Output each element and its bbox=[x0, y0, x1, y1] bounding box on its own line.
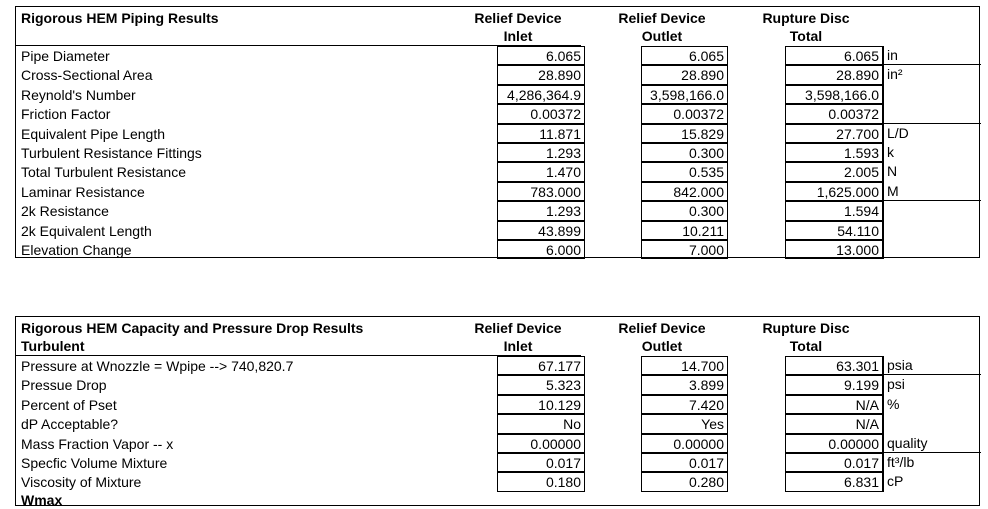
row-label: Pressue Drop bbox=[21, 377, 107, 394]
column-header-inlet: Relief Device Inlet bbox=[474, 10, 562, 44]
value-total: 3,598,166.0 bbox=[785, 85, 883, 104]
value-unit bbox=[883, 85, 981, 104]
table-body bbox=[16, 356, 979, 492]
value-inlet: 5.323 bbox=[497, 375, 585, 394]
value-total: N/A bbox=[785, 395, 883, 414]
table-row bbox=[16, 104, 979, 123]
value-unit: M bbox=[883, 182, 981, 201]
table-row bbox=[16, 453, 979, 472]
table-header bbox=[16, 7, 979, 45]
row-label: 2k Equivalent Length bbox=[21, 222, 152, 239]
value-unit: ft³/lb bbox=[883, 453, 981, 472]
value-unit: L/D bbox=[883, 124, 981, 143]
value-total: 0.00000 bbox=[785, 434, 883, 453]
row-label: Mass Fraction Vapor -- x bbox=[21, 435, 174, 452]
value-inlet: No bbox=[497, 414, 585, 433]
value-outlet: 14.700 bbox=[641, 356, 728, 375]
row-label: Friction Factor bbox=[21, 106, 111, 123]
value-outlet: 7.420 bbox=[641, 395, 728, 414]
value-unit bbox=[883, 221, 981, 240]
value-unit: psi bbox=[883, 375, 981, 394]
value-total: 6.831 bbox=[785, 472, 883, 491]
value-inlet: 1.470 bbox=[497, 162, 585, 181]
value-outlet: 7.000 bbox=[641, 240, 728, 259]
value-inlet: 0.180 bbox=[497, 472, 585, 491]
table-row bbox=[16, 143, 979, 162]
value-inlet: 67.177 bbox=[497, 356, 585, 375]
table-row bbox=[16, 434, 979, 453]
value-outlet: 0.00000 bbox=[641, 434, 728, 453]
column-header-total: Rupture Disc Total bbox=[762, 10, 850, 44]
table-row bbox=[16, 65, 979, 84]
value-unit: % bbox=[883, 395, 981, 414]
column-header-outlet: Relief Device Outlet bbox=[618, 10, 706, 44]
value-total: 0.017 bbox=[785, 453, 883, 472]
value-inlet: 10.129 bbox=[497, 395, 585, 414]
capacity-pressure-drop-table bbox=[15, 316, 980, 506]
table-body bbox=[16, 46, 979, 259]
value-total: 54.110 bbox=[785, 221, 883, 240]
row-label: Percent of Pset bbox=[21, 396, 117, 413]
row-label: Laminar Resistance bbox=[21, 183, 145, 200]
value-total: 9.199 bbox=[785, 375, 883, 394]
piping-results-table bbox=[15, 6, 980, 258]
value-total: 1.593 bbox=[785, 143, 883, 162]
value-unit: quality bbox=[883, 434, 981, 453]
value-unit bbox=[883, 201, 981, 220]
value-unit: psia bbox=[883, 356, 981, 375]
table-row bbox=[16, 414, 979, 433]
table-row bbox=[16, 375, 979, 394]
value-inlet: 43.899 bbox=[497, 221, 585, 240]
value-unit bbox=[883, 414, 981, 433]
value-inlet: 0.00372 bbox=[497, 104, 585, 123]
value-outlet: 0.017 bbox=[641, 453, 728, 472]
value-inlet: 11.871 bbox=[497, 124, 585, 143]
value-unit bbox=[883, 104, 981, 123]
column-header-total: Rupture Disc Total bbox=[762, 320, 850, 354]
value-inlet: 1.293 bbox=[497, 143, 585, 162]
value-outlet: 3.899 bbox=[641, 375, 728, 394]
table-title: Rigorous HEM Capacity and Pressure Drop Results Turbulent bbox=[21, 320, 364, 354]
value-inlet: 6.000 bbox=[497, 240, 585, 259]
value-outlet: Yes bbox=[641, 414, 728, 433]
value-total: 0.00372 bbox=[785, 104, 883, 123]
table-row bbox=[16, 162, 979, 181]
table-title: Rigorous HEM Piping Results bbox=[21, 10, 219, 26]
row-label: Reynold's Number bbox=[21, 86, 136, 103]
value-total: 1.594 bbox=[785, 201, 883, 220]
table-row bbox=[16, 472, 979, 491]
value-inlet: 6.065 bbox=[497, 46, 585, 65]
table-row bbox=[16, 201, 979, 220]
value-outlet: 0.300 bbox=[641, 201, 728, 220]
row-label: Viscosity of Mixture bbox=[21, 474, 142, 491]
value-total: 1,625.000 bbox=[785, 182, 883, 201]
table-row bbox=[16, 356, 979, 375]
value-inlet: 0.017 bbox=[497, 453, 585, 472]
row-label: Total Turbulent Resistance bbox=[21, 164, 186, 181]
value-unit: N bbox=[883, 162, 981, 181]
table-row bbox=[16, 124, 979, 143]
value-outlet: 3,598,166.0 bbox=[641, 85, 728, 104]
value-outlet: 0.00372 bbox=[641, 104, 728, 123]
cutoff-row-label: Wmax bbox=[21, 492, 63, 508]
row-label: Equivalent Pipe Length bbox=[21, 125, 165, 142]
column-header-outlet: Relief Device Outlet bbox=[618, 320, 706, 354]
row-label: Specfic Volume Mixture bbox=[21, 454, 168, 471]
row-label: Pressure at Wnozzle = Wpipe --> 740,820.7 bbox=[21, 358, 294, 374]
value-total: N/A bbox=[785, 414, 883, 433]
value-outlet: 6.065 bbox=[641, 46, 728, 65]
row-label: Pipe Diameter bbox=[21, 48, 110, 64]
value-unit bbox=[883, 240, 981, 259]
table-row bbox=[16, 46, 979, 65]
table-row bbox=[16, 395, 979, 414]
value-inlet: 4,286,364.9 bbox=[497, 85, 585, 104]
value-unit: in² bbox=[883, 65, 981, 84]
table-header bbox=[16, 317, 979, 355]
table-subtitle: Turbulent bbox=[21, 338, 85, 354]
row-label: 2k Resistance bbox=[21, 203, 109, 220]
table-row bbox=[16, 182, 979, 201]
row-label: Turbulent Resistance Fittings bbox=[21, 144, 202, 161]
value-outlet: 0.280 bbox=[641, 472, 728, 491]
value-outlet: 28.890 bbox=[641, 65, 728, 84]
value-outlet: 15.829 bbox=[641, 124, 728, 143]
value-total: 13.000 bbox=[785, 240, 883, 259]
row-label: Cross-Sectional Area bbox=[21, 67, 153, 84]
value-total: 63.301 bbox=[785, 356, 883, 375]
row-label: dP Acceptable? bbox=[21, 416, 119, 433]
value-unit: cP bbox=[883, 472, 981, 491]
value-total: 28.890 bbox=[785, 65, 883, 84]
value-total: 6.065 bbox=[785, 46, 883, 65]
value-inlet: 28.890 bbox=[497, 65, 585, 84]
table-row bbox=[16, 221, 979, 240]
value-total: 27.700 bbox=[785, 124, 883, 143]
value-unit: in bbox=[883, 46, 981, 65]
value-inlet: 783.000 bbox=[497, 182, 585, 201]
value-outlet: 10.211 bbox=[641, 221, 728, 240]
table-row bbox=[16, 85, 979, 104]
value-inlet: 1.293 bbox=[497, 201, 585, 220]
value-unit: k bbox=[883, 143, 981, 162]
row-label: Elevation Change bbox=[21, 241, 132, 258]
value-outlet: 0.535 bbox=[641, 162, 728, 181]
value-outlet: 0.300 bbox=[641, 143, 728, 162]
column-header-inlet: Relief Device Inlet bbox=[474, 320, 562, 354]
value-inlet: 0.00000 bbox=[497, 434, 585, 453]
value-outlet: 842.000 bbox=[641, 182, 728, 201]
table-row bbox=[16, 240, 979, 259]
value-total: 2.005 bbox=[785, 162, 883, 181]
